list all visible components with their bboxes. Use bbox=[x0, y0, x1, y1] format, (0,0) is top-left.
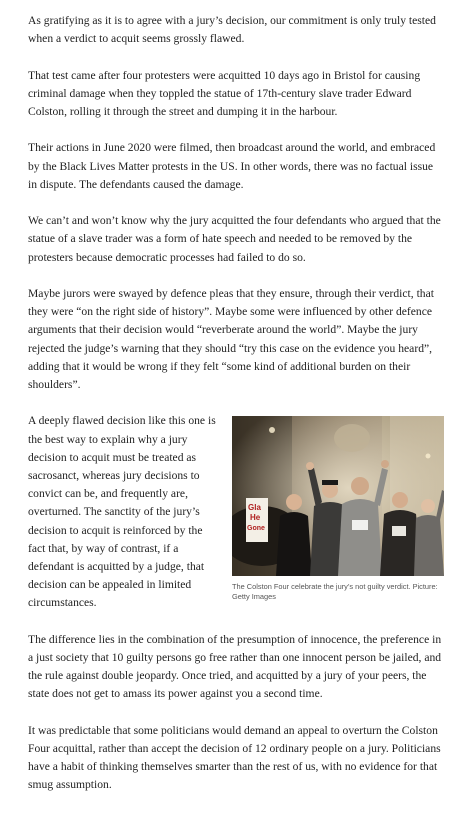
paragraph-8: It was predictable that some politicians would demand an appeal to overturn the Colston Four acquittal, rather than accept the decision of 12 ordinary people on a jury. Politicians have a habit of thinking themselves smarter than the rest of us, with no evidence for that smug assumption. bbox=[28, 723, 441, 792]
figure-caption: The Colston Four celebrate the jury’s not guilty verdict. Picture: Getty Images bbox=[232, 582, 438, 602]
paragraph-with-figure bbox=[28, 412, 444, 612]
sign-word-1: Gla bbox=[248, 503, 261, 513]
paragraph-1: As gratifying as it is to agree with a jury’s decision, our commitment is only truly tested when a verdict to acquit seems grossly flawed. bbox=[28, 14, 436, 46]
sign-word-2: He bbox=[250, 513, 261, 523]
protesters-photo bbox=[232, 416, 444, 576]
paragraph-6: A deeply flawed decision like this one is the best way to explain why a jury decision to acquit must be treated as sacrosanct, whereas jury decisions to convict can be, and frequently are, overturned. The sanctity of the jury’s decision to acquit is reinforced by the fact that, by way of contrast, if a defendant is acquitted by a judge, that decision can be appealed in limited circumstances. bbox=[28, 414, 216, 610]
paragraph-2: That test came after four protesters were acquitted 10 days ago in Bristol for causing criminal damage when they toppled the statue of 17th-century slave trader Edward Colston, rolling it through the street and dumping it in the harbour. bbox=[28, 68, 421, 118]
article-figure bbox=[232, 416, 444, 602]
paragraph-7: The difference lies in the combination of the presumption of innocence, the preference in a just society that 10 guilty persons go free rather than one innocent person be jailed, and the rule against double jeopardy. Once tried, and acquitted by a jury of your peers, the state does not get to amass its power against you a second time. bbox=[28, 632, 442, 701]
paragraph-3: Their actions in June 2020 were filmed, then broadcast around the world, and embraced by the Black Lives Matter protests in the US. In other words, there was no factual issue in dispute. The defendants caused the damage. bbox=[28, 141, 436, 191]
paragraph-4: We can’t and won’t know why the jury acquitted the four defendants who argued that the statue of a slave trader was a form of hate speech and needed to be removed by the protesters because democratic processes had failed to do so. bbox=[28, 214, 441, 264]
sign-word-3: Gone bbox=[247, 525, 265, 533]
paragraph-5: Maybe jurors were swayed by defence pleas that they ensure, through their verdict, that they were “on the right side of history”. Maybe some were influenced by other defence arguments that their decision would “reverberate around the world”. Maybe the jury rejected the judge’s warning that they should “try this case on the evidence you heard”, adding that it would be wrong if they felt “some kind of additional burden on their shoulders”. bbox=[28, 286, 434, 391]
article-body bbox=[28, 12, 444, 813]
